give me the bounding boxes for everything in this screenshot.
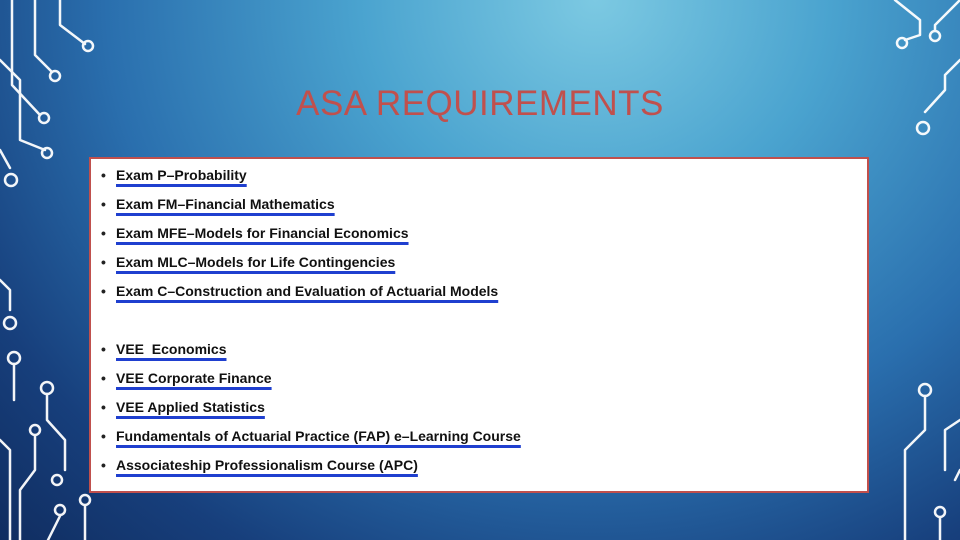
list-item — [91, 393, 521, 422]
exam-p-link[interactable]: Exam P–Probability — [116, 167, 247, 183]
exam-mfe-link[interactable]: Exam MFE–Models for Financial Economics — [116, 225, 409, 241]
bullet-icon: • — [101, 225, 106, 241]
bullet-icon: • — [101, 283, 106, 299]
list-item — [91, 219, 498, 248]
list-item — [91, 364, 521, 393]
list-item — [91, 161, 498, 190]
list-item — [91, 422, 521, 451]
list-item — [91, 190, 498, 219]
exam-fm-link[interactable]: Exam FM–Financial Mathematics — [116, 196, 335, 212]
list-item — [91, 248, 498, 277]
bullet-icon: • — [101, 167, 106, 183]
bullet-icon: • — [101, 196, 106, 212]
apc-course-link[interactable]: Associateship Professionalism Course (APC) — [116, 457, 418, 473]
exam-mlc-link[interactable]: Exam MLC–Models for Life Contingencies — [116, 254, 396, 270]
vee-corporate-finance-link[interactable]: VEE Corporate Finance — [116, 370, 272, 386]
bullet-icon: • — [101, 370, 106, 386]
bullet-icon: • — [101, 341, 106, 357]
exam-c-link[interactable]: Exam C–Construction and Evaluation of Actuarial Models — [116, 283, 499, 299]
vee-economics-link[interactable]: VEE Economics — [116, 341, 227, 357]
exam-list — [91, 161, 498, 306]
bullet-icon: • — [101, 399, 106, 415]
bullet-icon: • — [101, 457, 106, 473]
list-item — [91, 335, 521, 364]
bullet-icon: • — [101, 254, 106, 270]
list-item — [91, 277, 498, 306]
requirements-box — [89, 157, 869, 493]
fap-course-link[interactable]: Fundamentals of Actuarial Practice (FAP) e–Learning Course — [116, 428, 521, 444]
list-item — [91, 451, 521, 480]
course-list — [91, 335, 521, 480]
slide-title: ASA REQUIREMENTS — [296, 84, 664, 123]
bullet-icon: • — [101, 428, 106, 444]
vee-applied-statistics-link[interactable]: VEE Applied Statistics — [116, 399, 265, 415]
